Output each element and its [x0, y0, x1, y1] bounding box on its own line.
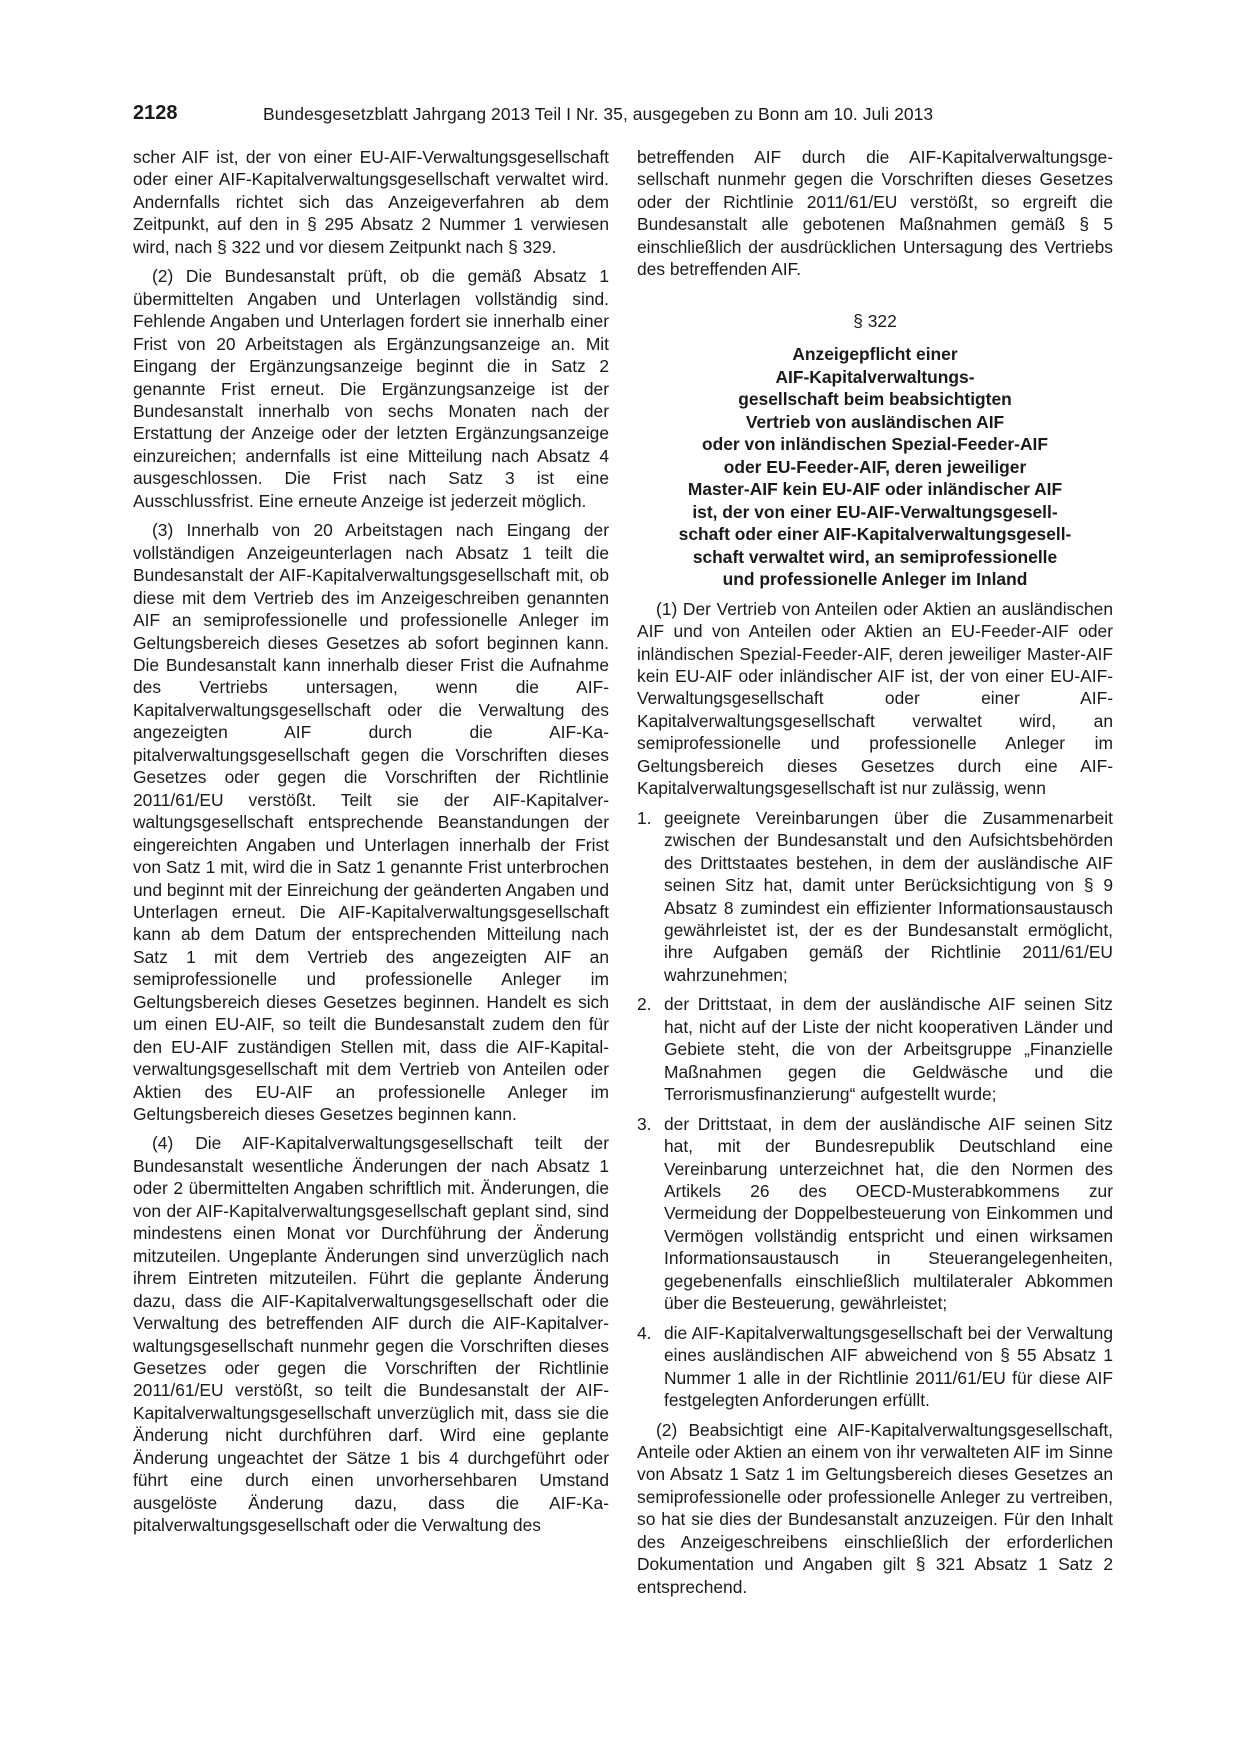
running-head: Bundesgesetzblatt Jahrgang 2013 Teil I Nr. 35, ausgegeben zu Bonn am 10. Juli 2013 [263, 104, 934, 124]
paragraph-322-absatz-1: (1) Der Vertrieb von Anteilen oder Aktien an ausländischen AIF und von Anteilen oder Aktien an EU-Feeder-AIF oder inländischen Spezial-Feeder-AIF, deren jeweiliger Master-AIF kein EU-AIF oder inländischer AIF ist, der von einer EU-AIF-Verwaltungsgesellschaft oder einer AIF-Kapitalverwaltungsgesellschaft verwaltet wird, an semiprofessionelle und professionelle Anleger im Geltungsbereich dieses Gesetzes durch eine AIF-Kapitalverwaltungsgesellschaft ist nur zulässig, wenn [637, 598, 1113, 799]
list-item-text: geeignete Vereinbarungen über die Zusammenarbeit zwischen der Bundesanstalt und den Aufsichtsbehörden des Drittstaates bestehen, in dem der ausländische AIF seinen Sitz hat, damit unter Berücksichtigung von § 9 Absatz 8 zumindest ein effizienter Informationsaustausch gewährleistet ist, der es der Bundesanstalt ermöglicht, ihre Aufgaben gemäß der Richtlinie 2011/61/EU wahrzunehmen; [664, 807, 1113, 985]
section-title-line: Anzeigepflicht einer [792, 344, 958, 365]
section-title-line: ist, der von einer EU-AIF-Verwaltungsgesell- [692, 501, 1058, 522]
condition-list [637, 807, 1113, 1412]
paragraph-absatz-4: (4) Die AIF-Kapitalverwaltungsgesellschaft teilt der Bundesanstalt wesentliche Änderungen der nach Absatz 1 oder 2 übermittelten Angaben schriftlich mit. Änderungen, die von der AIF-Kapitalverwaltungsgesellschaft geplant sind, sind mindestens einen Monat vor Durchführung der Änderung mitzuteilen. Ungeplante Änderungen sind unverzüglich nach ihrem Eintreten mitzuteilen. Führt die geplante Änderung dazu, dass die AIF-Kapitalverwaltungsgesellschaft oder die Verwaltung des betreffenden AIF durch die AIF-Kapitalverwaltungsgesellschaft nunmehr gegen die Vorschriften dieses Gesetzes oder gegen die Vorschriften der Richtlinie 2011/61/EU verstößt, so teilt die Bundesanstalt der AIF-Kapitalverwaltungsgesellschaft unverzüglich mit, dass sie die Änderung nicht durchführen darf. Wird eine geplante Änderung ungeachtet der Sätze 1 bis 4 durchgeführt oder führt eine durch einen unvorhersehbaren Umstand ausgelöste Änderung dazu, dass die AIF-Kapitalverwaltungsgesellschaft oder die Verwaltung des [133, 1133, 609, 1536]
paragraph-continuation: scher AIF ist, der von einer EU-AIF-Verwaltungsgesellschaft oder einer AIF-Kapitalverwaltungsgesellschaft verwaltet wird. Andernfalls richtet sich das Anzeigeverfahren ab dem Zeitpunkt, auf den in § 295 Absatz 2 Nummer 1 verwiesen wird, nach § 322 und vor diesem Zeitpunkt nach § 329. [133, 147, 609, 257]
section-number: § 322 [853, 310, 897, 331]
paragraph-continuation-right: betreffenden AIF durch die AIF-Kapitalverwaltungsgesellschaft nunmehr gegen die Vorschriften dieses Gesetzes oder der Richtlinie 2011/61/EU verstößt, so ergreift die Bundesanstalt alle gebotenen Maßnahmen gemäß § 5 einschließlich der ausdrücklichen Untersagung des Vertriebs des betreffenden AIF. [637, 147, 1113, 280]
section-title-line: schaft oder einer AIF-Kapitalverwaltungsgesell- [678, 524, 1072, 545]
paragraph-absatz-3: (3) Innerhalb von 20 Arbeitstagen nach Eingang der vollständigen Anzeigeunterlagen nach Absatz 1 teilt die Bundesanstalt der AIF-Kapitalverwaltungsgesellschaft mit, ob diese mit dem Vertrieb des im Anzeigeschreiben genannten AIF an semiprofessionelle und professionelle Anleger im Geltungsbereich dieses Gesetzes ab sofort beginnen kann. Die Bundesanstalt kann innerhalb dieser Frist die Aufnahme des Vertriebs untersagen, wenn die AIF-Kapitalverwaltungsgesellschaft oder die Verwaltung des angezeigten AIF durch die AIF-Kapitalverwaltungsgesellschaft gegen die Vorschriften dieses Gesetzes oder gegen die Vorschriften der Richtlinie 2011/61/EU verstößt. Teilt sie der AIF-Kapitalverwaltungsgesellschaft entsprechende Beanstandungen der eingereichten Angaben und Unterlagen innerhalb der Frist von Satz 1 mit, wird die in Satz 1 genannte Frist unterbrochen und beginnt mit der Einreichung der geänderten Angaben und Unterlagen erneut. Die AIF-Kapitalverwaltungsgesellschaft kann ab dem Datum der entsprechenden Mitteilung nach Satz 1 mit dem Vertrieb des angezeigten AIF an semiprofessionelle und professionelle Anleger im Geltungsbereich dieses Gesetzes beginnen. Handelt es sich um einen EU-AIF, so teilt die Bundesanstalt zudem den für den EU-AIF zuständigen Stellen mit, dass die AIF-Kapitalverwaltungsgesellschaft mit dem Vertrieb von Anteilen oder Aktien des EU-AIF an professionelle Anleger im Geltungsbereich dieses Gesetzes beginnen kann. [133, 520, 609, 1125]
section-title-line: Vertrieb von ausländischen AIF [745, 411, 1005, 432]
section-title [637, 343, 1113, 591]
page-number: 2128 [133, 102, 178, 124]
list-item-number: 1. [637, 807, 652, 828]
list-item [637, 1113, 1113, 1315]
section-title-line: gesellschaft beim beabsichtigten [738, 389, 1012, 410]
section-title-line: AIF-Kapitalverwaltungs- [775, 366, 975, 387]
section-title-line: Master-AIF kein EU-AIF oder inländischer AIF [687, 479, 1063, 500]
list-item [637, 993, 1113, 1105]
list-item [637, 1322, 1113, 1412]
left-column [133, 146, 609, 1537]
paragraph-322-absatz-2: (2) Beabsichtigt eine AIF-Kapitalverwaltungsgesellschaft, Anteile oder Aktien an einem von ihr verwalteten AIF im Sinne von Absatz 1 Satz 1 im Geltungsbereich dieses Gesetzes an semiprofessionelle oder professionelle Anleger zu vertreiben, so hat sie dies der Bundesanstalt anzuzeigen. Für den Inhalt des Anzeigeschreibens einschließlich der erforderlichen Dokumentation und Angaben gilt § 321 Absatz 1 Satz 2 entsprechend. [637, 1419, 1113, 1597]
list-item [637, 807, 1113, 987]
right-column [637, 146, 1113, 1598]
list-item-text: der Drittstaat, in dem der ausländische AIF seinen Sitz hat, mit der Bundesrepublik Deutschland eine Vereinbarung unterzeichnet hat, die den Normen des Artikels 26 des OECD-Musterabkommens zur Vermeidung der Doppelbesteuerung von Einkommen und Vermögen vollständig entspricht und einen wirksamen Informationsaustausch in Steuerangelegenheiten, gegebenenfalls einschließlich multilateraler Abkommen über die Besteuerung, gewährleistet; [664, 1113, 1113, 1314]
list-item-number: 4. [637, 1322, 652, 1343]
section-title-line: oder EU-Feeder-AIF, deren jeweiliger [723, 456, 1027, 477]
list-item-text: die AIF-Kapitalverwaltungsgesellschaft bei der Verwaltung eines ausländischen AIF abweichend von § 55 Absatz 1 Nummer 1 alle in der Richtlinie 2011/61/EU für diese AIF festgelegten Anforderungen erfüllt. [664, 1322, 1113, 1411]
list-item-number: 3. [637, 1113, 652, 1134]
section-title-line: oder von inländischen Spezial-Feeder-AIF [702, 434, 1048, 455]
section-title-line: schaft verwaltet wird, an semiprofessionelle [692, 546, 1058, 567]
page-header [133, 102, 1113, 132]
section-title-line: und professionelle Anleger im Inland [722, 569, 1028, 590]
list-item-text: der Drittstaat, in dem der ausländische AIF seinen Sitz hat, nicht auf der Liste der nicht kooperativen Länder und Gebiete steht, die von der Arbeitsgruppe „Finanzielle Maßnahmen gegen die Geldwäsche und die Terrorismusfinanzierung“ aufgestellt wurde; [664, 994, 1113, 1105]
list-item-number: 2. [637, 994, 652, 1015]
paragraph-absatz-2: (2) Die Bundesanstalt prüft, ob die gemäß Absatz 1 übermittelten Angaben und Unterlagen vollständig sind. Fehlende Angaben und Unterlagen fordert sie innerhalb einer Frist von 20 Arbeitstagen als Ergänzungsanzeige an. Mit Eingang der Ergänzungsanzeige beginnt die in Satz 2 genannte Frist erneut. Die Ergänzungsanzeige ist der Bundesanstalt innerhalb von sechs Monaten nach der Erstattung der Anzeige oder der letzten Ergänzungsanzeige einzureichen; andernfalls ist eine Mitteilung nach Absatz 4 ausgeschlossen. Die Frist nach Satz 3 ist eine Ausschlussfrist. Eine erneute Anzeige ist jederzeit möglich. [133, 266, 609, 511]
